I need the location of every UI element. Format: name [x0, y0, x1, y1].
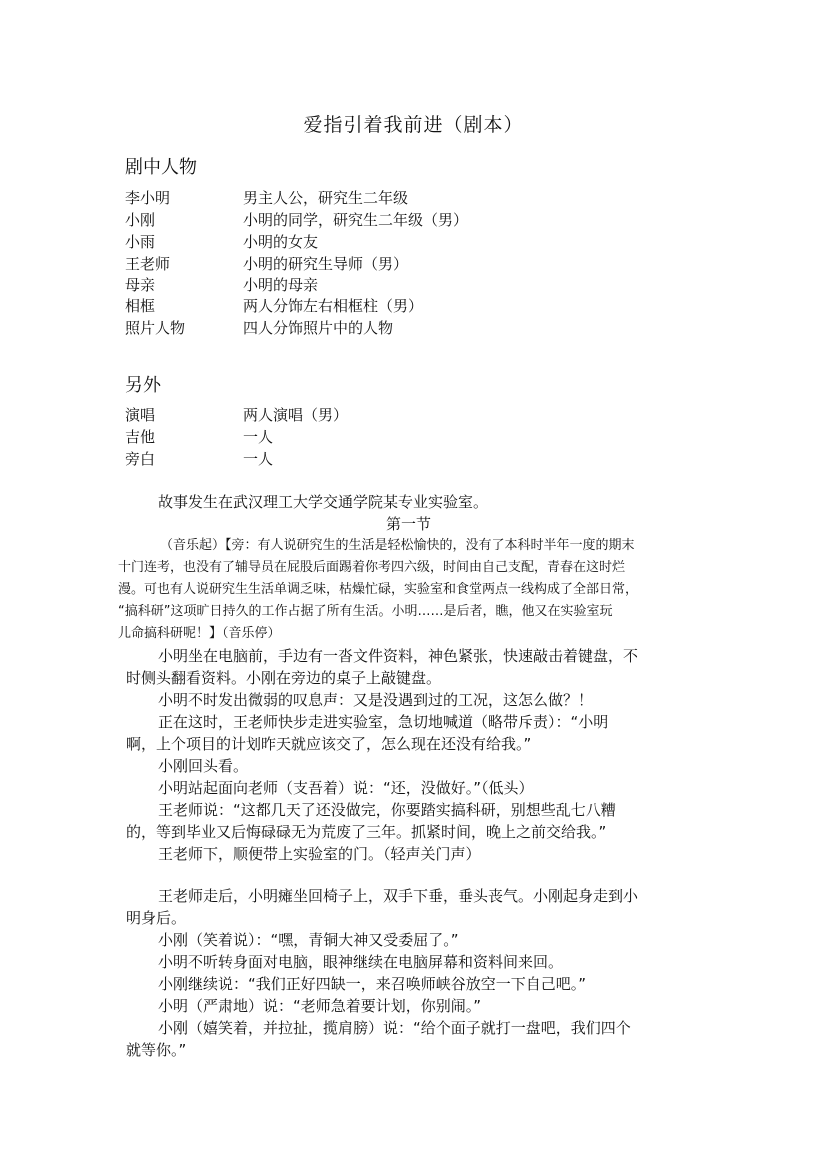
body-line: 小刚继续说：“我们正好四缺一，来召唤师峡谷放空一下自己吧。”: [158, 975, 587, 993]
narration-line: 漫。可也有人说研究生生活单调乏味，枯燥忙碌，实验室和食堂两点一线构成了全部日常，: [118, 582, 639, 597]
cast-row: [125, 295, 725, 317]
extra-heading: 另外: [125, 375, 161, 396]
body-line: 小明不听转身面对电脑，眼神继续在电脑屏幕和资料间来回。: [158, 953, 564, 971]
cast-name: 李小明: [125, 189, 171, 207]
cast-row: [125, 209, 725, 231]
cast-row: [125, 187, 725, 209]
body-line: 的，等到毕业又后悔碌碌无为荒废了三年。抓紧时间，晚上之前交给我。”: [126, 823, 607, 841]
cast-name: 相框: [125, 297, 156, 315]
narration-line: 儿命搞科研呢！】（音乐停）: [118, 626, 281, 641]
extra-row: [125, 404, 725, 426]
cast-name: 小雨: [125, 233, 156, 251]
page-title: 爱指引着我前进（剧本）: [303, 114, 524, 136]
extra-row: [125, 448, 725, 470]
body-line: 小刚回头看。: [158, 757, 249, 775]
cast-row: [125, 317, 725, 339]
narration-line: 十门连考，也没有了辅导员在屁股后面踢着你考四六级，时间由自己支配，青春在这时烂: [118, 560, 626, 575]
body-line: 小明站起面向老师（支吾着）说：“还，没做好。”（低头）: [158, 779, 534, 797]
cast-name: 王老师: [125, 255, 171, 273]
extra-role: 两人演唱（男）: [243, 406, 349, 424]
narration-line: “搞科研”这项旷日持久的工作占据了所有生活。小明……是后者，瞧，他又在实验室玩: [118, 604, 613, 619]
extra-name: 演唱: [125, 406, 156, 424]
cast-name: 母亲: [125, 276, 156, 294]
body-line: 小明不时发出微弱的叹息声：又是没遇到过的工况，这怎么做？！: [158, 691, 594, 709]
cast-role: 小明的母亲: [243, 276, 319, 294]
body-line: 王老师说：“这都几天了还没做完，你要踏实搞科研，别想些乱七八糟: [158, 801, 616, 819]
body-line: 王老师走后，小明瘫坐回椅子上，双手下垂，垂头丧气。小刚起身走到小: [158, 887, 639, 905]
body-line: 正在这时，王老师快步走进实验室，急切地喊道（略带斥责）：“小明: [158, 713, 609, 731]
extra-role: 一人: [243, 450, 274, 468]
cast-name: 小刚: [125, 211, 156, 229]
cast-row: [125, 274, 725, 296]
cast-row: [125, 231, 725, 253]
extra-role: 一人: [243, 428, 274, 446]
cast-row: [125, 253, 725, 275]
cast-role: 小明的女友: [243, 233, 319, 251]
body-line: 就等你。”: [126, 1041, 187, 1059]
section-title: 第一节: [386, 515, 432, 533]
cast-role: 四人分饰照片中的人物: [243, 319, 394, 337]
extra-name: 旁白: [125, 450, 156, 468]
body-line: 明身后。: [126, 909, 187, 927]
cast-role: 小明的研究生导师（男）: [243, 255, 409, 273]
extra-name: 吉他: [125, 428, 156, 446]
body-line: 小刚（笑着说）：“嘿，青铜大神又受委屈了。”: [158, 931, 459, 949]
body-line: 王老师下，顺便带上实验室的门。（轻声关门声）: [158, 845, 481, 863]
extra-row: [125, 426, 725, 448]
cast-role: 小明的同学，研究生二年级（男）: [243, 211, 469, 229]
cast-role: 两人分饰左右相框柱（男）: [243, 297, 424, 315]
body-line: 小刚（嬉笑着，并拉扯，揽肩膀）说：“给个面子就打一盘吧，我们四个: [158, 1019, 631, 1037]
body-line: 小明（严肃地）说：“老师急着要计划，你别闹。”: [158, 997, 482, 1015]
cast-name: 照片人物: [125, 319, 186, 337]
body-line: 啊，上个项目的计划昨天就应该交了，怎么现在还没有给我。”: [126, 735, 532, 753]
body-line: 小明坐在电脑前，手边有一沓文件资料，神色紧张，快速敲击着键盘，不: [158, 647, 639, 665]
narration-line: （音乐起）【旁：有人说研究生的生活是轻松愉快的，没有了本科时半年一度的期末: [160, 538, 635, 553]
cast-role: 男主人公，研究生二年级: [243, 189, 409, 207]
cast-heading: 剧中人物: [125, 157, 197, 178]
setting-text: 故事发生在武汉理工大学交通学院某专业实验室。: [158, 493, 489, 511]
body-line: 时侧头翻看资料。小刚在旁边的桌子上敲键盘。: [126, 669, 442, 687]
